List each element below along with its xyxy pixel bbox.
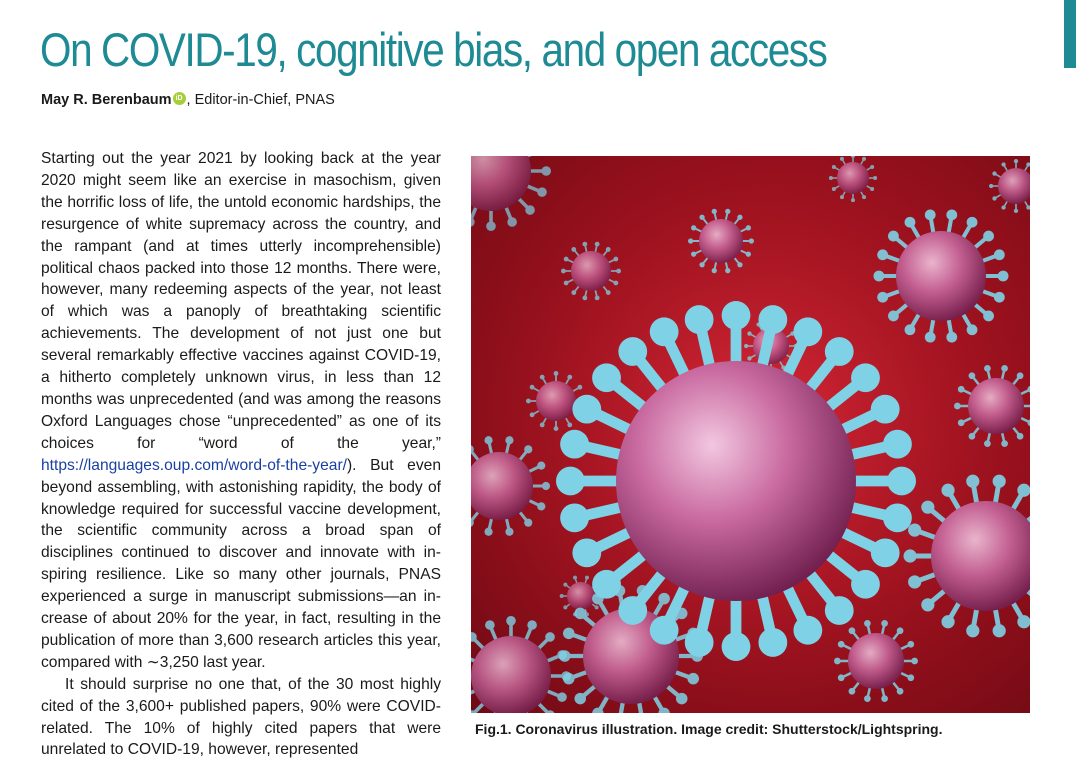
section-accent-tab xyxy=(1064,0,1076,68)
coronavirus-illustration xyxy=(471,156,1030,713)
orcid-icon[interactable] xyxy=(173,92,186,105)
word-of-the-year-link[interactable]: https://languages.oup.com/word-of-the-year/ xyxy=(41,456,347,474)
figure-caption: Fig.1. Coronavirus illustration. Image credit: Shutterstock/Lightspring. xyxy=(475,721,943,737)
paragraph-1-text-b: ). But even beyond assembling, with astonishing rapidity, the body of knowledge required for successful vaccine development, the scientific community across a broad span of disciplines continued to discover and innovate with inspiring resilience. Like so many other journals, PNAS experienced a surge in manuscript submissions—an increase of about 20% for the year, in fact, resulting in the publication of more than 3,600 research articles this year, compared with ∼3,250 last year. xyxy=(41,456,441,671)
paragraph-2: It should surprise no one that, of the 30 most highly cited of the 3,600+ published papers, 90% were COVID-related. The 10% of highly cited papers that were unrelated to COVID-19, however, represented xyxy=(41,675,441,759)
paragraph-1-text-a: Starting out the year 2021 by looking back at the year 2020 might seem like an exercise in masochism, given the horrific loss of life, the untold economic hardships, the resurgence of white supremacy across the country, and the rampant (and at times utterly incomprehensible) political chaos packed into those 12 months. There were, however, many redeeming aspects of the year, not least of which was a panoply of breathtaking scientific achievements. The development of not just one but several remarkably effective vaccines against COVID-19, a hitherto completely unknown virus, in less than 12 months was unprecedented (and was among the reasons Oxford Languages chose “unprecedented” as one of its choices for “word of the year,” xyxy=(41,150,441,452)
author-role: , Editor-in-Chief, PNAS xyxy=(186,92,335,108)
paragraph-1 xyxy=(41,148,441,674)
byline xyxy=(41,91,335,109)
article-title: On COVID-19, cognitive bias, and open access xyxy=(40,23,827,76)
coronavirus-figure xyxy=(471,156,1030,713)
author-name: May R. Berenbaum xyxy=(41,92,172,108)
orcid-badge-text: iD xyxy=(175,95,183,102)
article-body xyxy=(41,148,441,761)
